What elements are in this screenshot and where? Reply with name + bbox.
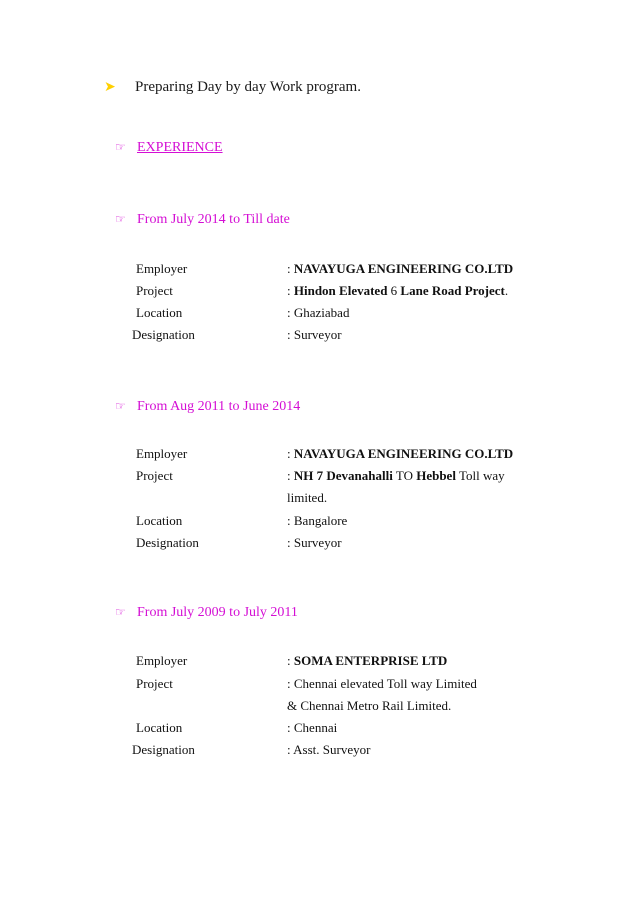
designation-label: Designation (132, 742, 195, 757)
job-period-1 (115, 212, 290, 228)
work-program-item (104, 79, 361, 96)
location-label: Location (136, 305, 183, 320)
job-period-3 (115, 605, 298, 621)
job-period-text: From July 2014 to Till date (137, 212, 290, 227)
experience-title: EXPERIENCE (137, 140, 223, 155)
designation-label: Designation (132, 327, 195, 342)
pointing-hand-icon: ☞ (115, 211, 126, 226)
employer-value: : NAVAYUGA ENGINEERING CO.LTD (287, 261, 514, 276)
project-label: Project (136, 283, 173, 298)
experience-heading (115, 140, 223, 156)
project-label: Project (136, 468, 173, 483)
work-program-text: Preparing Day by day Work program. (135, 79, 361, 95)
location-label: Location (136, 720, 183, 735)
employer-value: : NAVAYUGA ENGINEERING CO.LTD (287, 446, 514, 461)
employer-value: : SOMA ENTERPRISE LTD (287, 653, 448, 668)
project-value-continued: & Chennai Metro Rail Limited. (287, 698, 452, 713)
project-value: : Hindon Elevated 6 Lane Road Project. (287, 283, 509, 298)
employer-label: Employer (136, 446, 188, 461)
project-label: Project (136, 676, 173, 691)
pointing-hand-icon: ☞ (115, 398, 126, 413)
designation-label: Designation (136, 535, 199, 550)
pointing-hand-icon: ☞ (115, 604, 126, 619)
employer-label: Employer (136, 261, 188, 276)
project-value: : Chennai elevated Toll way Limited (287, 676, 477, 691)
arrow-bullet-icon: ➤ (104, 80, 116, 95)
pointing-hand-icon: ☞ (115, 139, 126, 154)
project-value: : NH 7 Devanahalli TO Hebbel Toll way (287, 468, 505, 483)
job-period-text: From July 2009 to July 2011 (137, 605, 298, 620)
job-period-text: From Aug 2011 to June 2014 (137, 399, 301, 414)
location-value: : Bangalore (287, 513, 348, 528)
location-value: : Chennai (287, 720, 338, 735)
job-period-2 (115, 399, 300, 415)
employer-label: Employer (136, 653, 188, 668)
designation-value: : Surveyor (287, 327, 342, 342)
project-value-continued: limited. (287, 490, 328, 505)
location-label: Location (136, 513, 183, 528)
designation-value: : Asst. Surveyor (287, 742, 371, 757)
designation-value: : Surveyor (287, 535, 342, 550)
location-value: : Ghaziabad (287, 305, 350, 320)
